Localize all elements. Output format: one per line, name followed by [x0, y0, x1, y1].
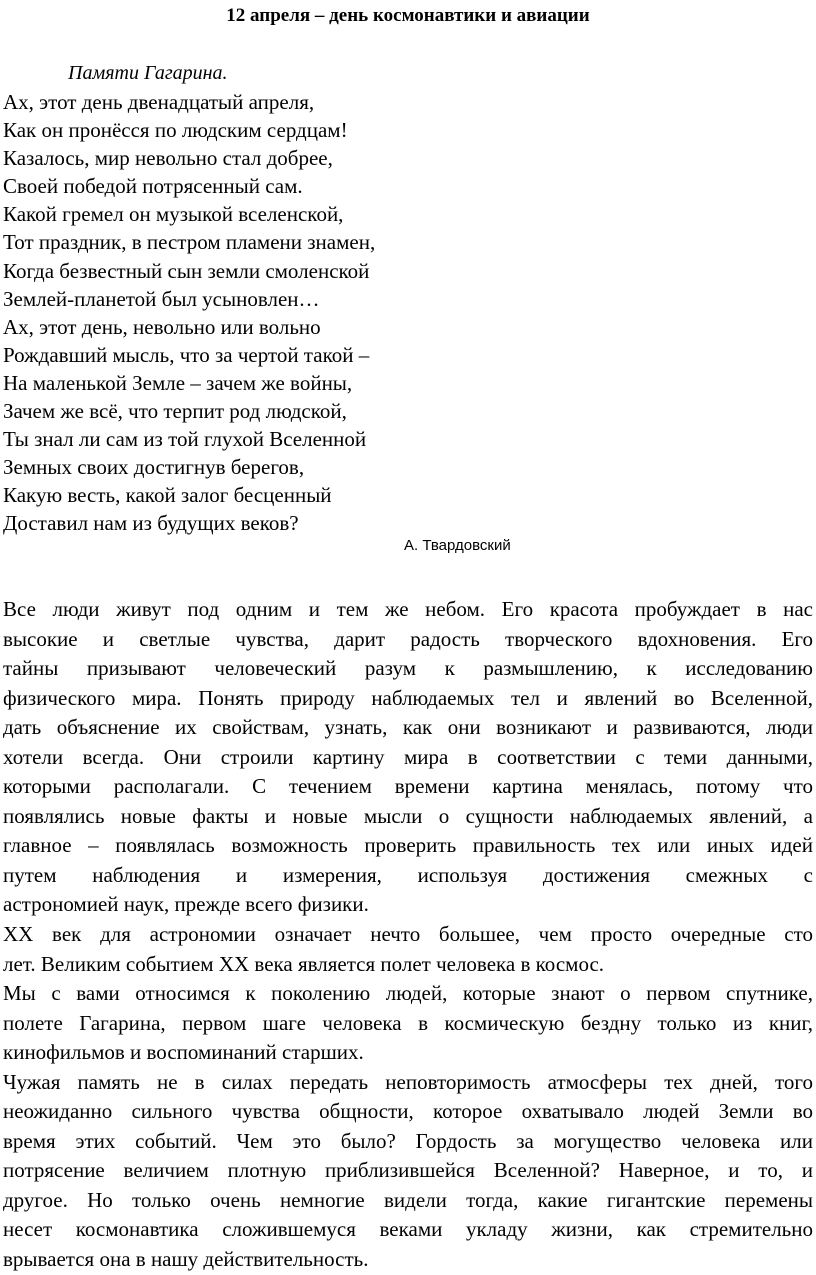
poem-line: Какую весть, какой залог бесценный: [3, 483, 332, 508]
poem-line: Рождавший мысль, что за чертой такой –: [3, 342, 370, 367]
poem-line: Как он пронёсся по людским сердцам!: [3, 118, 348, 143]
poem-line: Ах, этот день, невольно или вольно: [3, 314, 321, 339]
poem-line: Ах, этот день двенадцатый апреля,: [3, 90, 315, 114]
prose-line: высокие и светлые чувства, дарит радость творческого вдохновения. Его: [3, 626, 813, 651]
poem-line: Тот праздник, в пестром пламени знамен,: [3, 230, 376, 255]
prose-line: путем наблюдения и измерения, используя достижения смежных с: [3, 862, 813, 887]
poem-line: Землей-планетой был усыновлен…: [3, 286, 320, 311]
prose-line: полете Гагарина, первом шаге человека в космическую бездну только из книг,: [3, 1010, 813, 1035]
document-title: 12 апреля – день космонавтики и авиации: [226, 5, 590, 26]
poem-line: Когда безвестный сын земли смоленской: [3, 258, 370, 283]
prose-line: которыми располагали. С течением времени картина менялась, потому что: [3, 774, 813, 799]
body-text: [3, 595, 813, 1275]
prose-line: Все люди живут под одним и тем же небом. Его красота пробуждает в нас: [3, 597, 813, 621]
prose-line: астрономией наук, прежде всего физики.: [3, 892, 369, 917]
poem-line: Казалось, мир невольно стал добрее,: [3, 146, 333, 171]
prose-line: появлялись новые факты и новые мысли о сущности наблюдаемых явлений, а: [3, 803, 813, 828]
prose-line: время этих событий. Чем это было? Гордость за могущество человека или: [3, 1128, 813, 1153]
poem-line: Земных своих достигнув берегов,: [3, 455, 305, 480]
prose-line: хотели всегда. Они строили картину мира в соответствии с теми данными,: [3, 744, 813, 769]
prose-line: другое. Но только очень немногие видели тогда, какие гигантские перемены: [3, 1187, 813, 1212]
prose-line: неожиданно сильного чувства общности, которое охватывало людей Земли во: [3, 1099, 813, 1124]
prose-line: Мы с вами относимся к поколению людей, которые знают о первом спутнике,: [3, 981, 813, 1006]
prose-line: потрясение величием плотную приблизившейся Вселенной? Наверное, и то, и: [3, 1158, 813, 1183]
poem: [3, 88, 375, 538]
poem-line: На маленькой Земле – зачем же войны,: [3, 370, 353, 395]
prose-line: главное – появлялась возможность проверить правильность тех или иных идей: [3, 833, 813, 858]
prose-line: несет космонавтика сложившемуся веками укладу жизни, как стремительно: [3, 1217, 813, 1242]
prose-line: XX век для астрономии означает нечто большее, чем просто очередные сто: [3, 922, 813, 947]
prose-line: лет. Великим событием XX века является полет человека в космос.: [3, 951, 605, 976]
prose-line: дать объяснение их свойствам, узнать, как они возникают и развиваются, люди: [3, 715, 813, 740]
prose-line: кинофильмов и воспоминаний старших.: [3, 1040, 364, 1065]
poem-line: Доставил нам из будущих веков?: [3, 511, 299, 536]
poem-line: Какой гремел он музыкой вселенской,: [3, 202, 344, 227]
poem-author: А. Твардовский: [404, 537, 511, 554]
prose-line: физического мира. Понять природу наблюдаемых тел и явлений во Вселенной,: [3, 685, 813, 710]
poem-line: Своей победой потрясенный сам.: [3, 174, 303, 199]
prose-line: врывается она в нашу действительность.: [3, 1247, 369, 1272]
poem-dedication: Памяти Гагарина.: [68, 62, 228, 84]
prose-line: тайны призывают человеческий разум к размышлению, к исследованию: [3, 656, 813, 681]
prose-line: Чужая память не в силах передать неповторимость атмосферы тех дней, того: [3, 1069, 813, 1094]
poem-line: Ты знал ли сам из той глухой Вселенной: [3, 427, 367, 452]
poem-line: Зачем же всё, что терпит род людской,: [3, 399, 347, 424]
